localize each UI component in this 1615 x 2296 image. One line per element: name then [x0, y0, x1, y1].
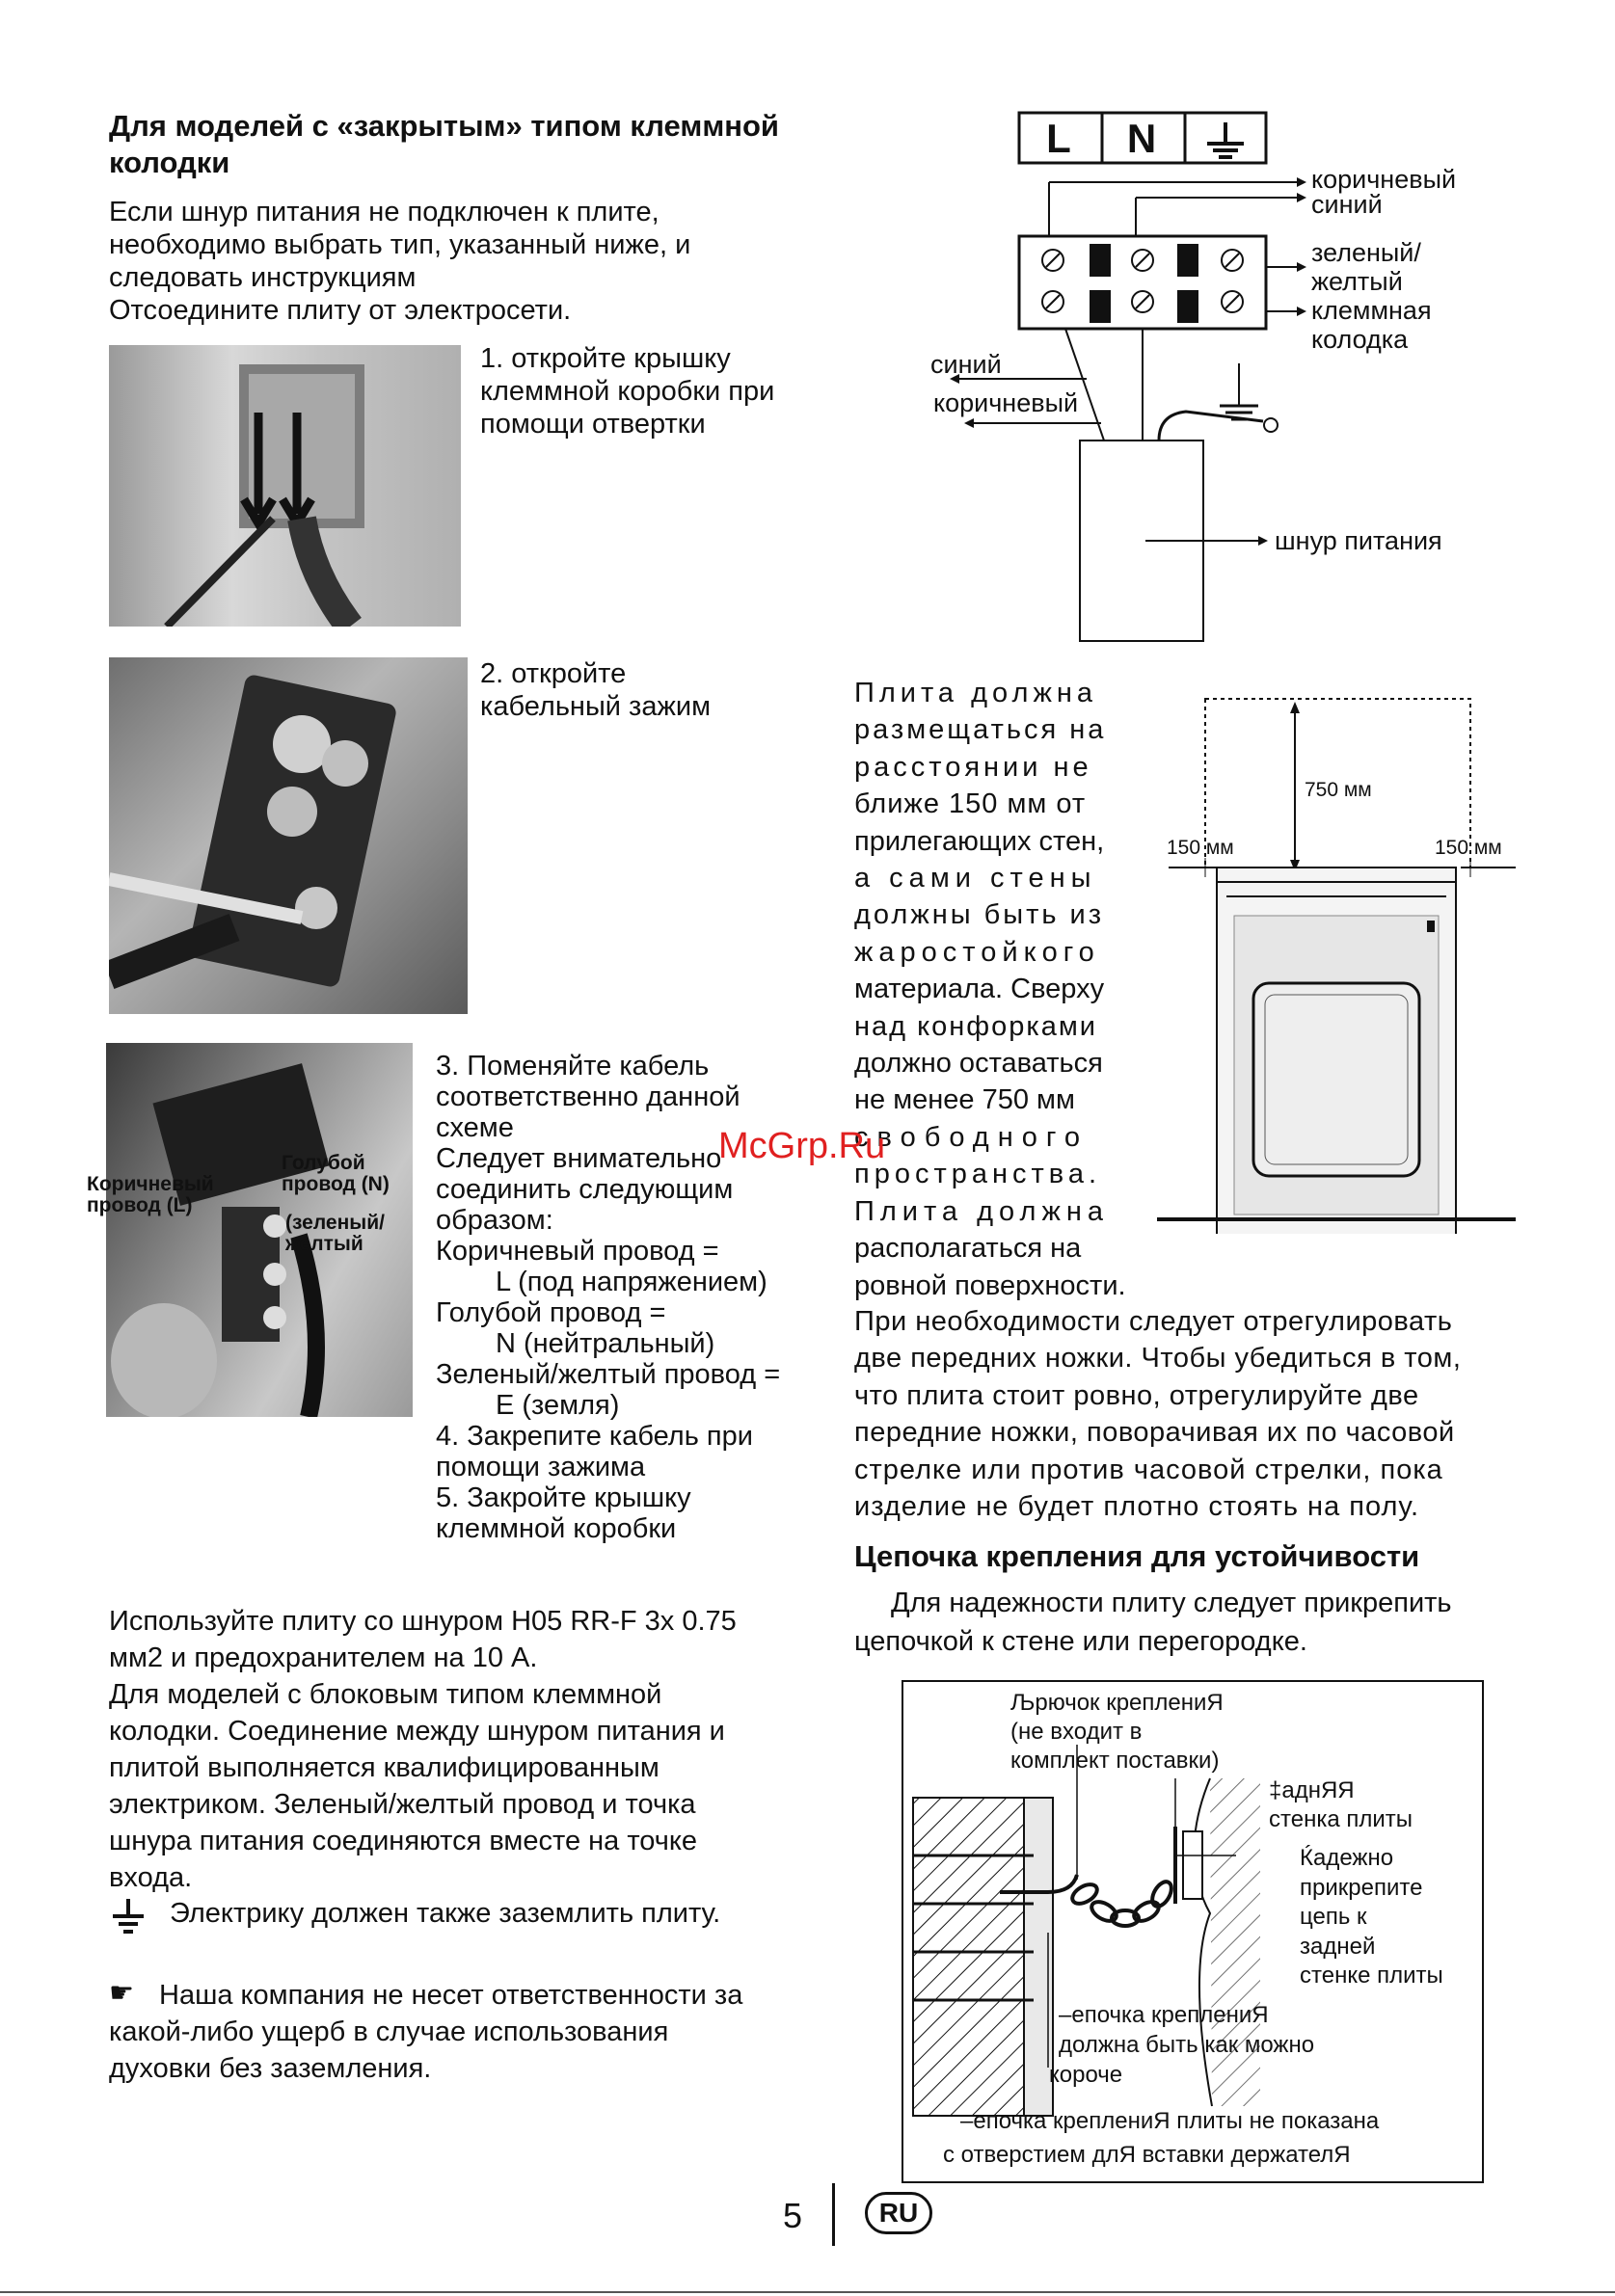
label-line: с отверстием длЯ вставки держателЯ — [943, 2142, 1351, 2168]
section-heading — [109, 108, 842, 181]
text-line: духовки без заземления. — [109, 2053, 432, 2084]
text-line: жаростойкого — [854, 936, 1100, 968]
text-line: стрелке или против часовой стрелки, пока — [854, 1454, 1443, 1485]
text-line: кабельный зажим — [480, 691, 712, 722]
text-line: Коричневый провод = — [436, 1236, 719, 1267]
text-line: ровной поверхности. — [854, 1269, 1126, 1301]
step2-text — [480, 657, 847, 723]
text-line: цепочкой к стене или перегородке. — [854, 1626, 1307, 1657]
text-line: плитой выполняется квалифицированным — [109, 1752, 659, 1783]
text-line: электриком. Зеленый/желтый провод и точка — [109, 1789, 696, 1820]
text-line: образом: — [436, 1205, 553, 1236]
label-line: цепь к — [1300, 1904, 1367, 1930]
text-line: Наша компания не несет ответственности за — [159, 1980, 743, 2011]
text-line: колодки. Соединение между шнуром питания и — [109, 1716, 725, 1747]
text-line: а сами стены — [854, 863, 1097, 894]
label-line: провод (L) — [87, 1194, 193, 1216]
label-line: Љрючок креплениЯ — [1010, 1690, 1224, 1716]
dim-750: 750 мм — [1305, 779, 1372, 801]
text-line: прилегающих стен, — [854, 825, 1105, 857]
text-line: 1. откройте крышку — [480, 343, 731, 374]
footer-divider — [832, 2183, 835, 2246]
text-line: Плита должна — [854, 678, 1097, 708]
photo-cable-clamp — [109, 657, 468, 1014]
text-line: клеммной коробки при — [480, 376, 775, 407]
clamp-illustration — [109, 657, 468, 1014]
text-line: должно оставаться — [854, 1048, 1103, 1080]
text-line: входа. — [109, 1862, 193, 1893]
text-line: схеме — [436, 1112, 514, 1143]
label-brown-wire — [87, 1174, 214, 1216]
text-line: Зеленый/желтый провод = — [436, 1359, 781, 1390]
label-line: Коричневый — [87, 1173, 214, 1195]
text-line: Для надежности плиту следует прикрепить — [891, 1588, 1452, 1618]
label-line: клеммная — [1311, 296, 1432, 325]
text-line: следовать инструкциям — [109, 262, 417, 293]
text-line: не менее 750 мм — [854, 1084, 1075, 1116]
text-line: две передних ножки. Чтобы убедиться в том, — [854, 1343, 1462, 1375]
page-number: 5 — [783, 2196, 803, 2235]
label-line: короче — [1049, 2062, 1123, 2088]
label-line: задней — [1300, 1933, 1376, 1960]
label-line: (зеленый/ — [285, 1212, 385, 1234]
text-line: должны быть из — [854, 899, 1105, 931]
placement-text-narrow — [854, 675, 1144, 1304]
cable-paragraph — [109, 1603, 851, 1896]
label-line: должна быть как можно — [1059, 2032, 1315, 2058]
label-green-wire — [285, 1213, 385, 1255]
label-line: прикрепите — [1300, 1874, 1423, 1901]
watermark: McGrp.Ru — [718, 1126, 886, 1166]
terminal-N: N — [1126, 116, 1157, 161]
label-line: стенке плиты — [1300, 1962, 1443, 1989]
text-line: Голубой провод = — [436, 1297, 666, 1328]
step3-text — [436, 1051, 841, 1544]
text-line: свободного — [854, 1121, 1089, 1153]
chain-heading: Цепочка крепления для устойчивости — [854, 1539, 1420, 1573]
text-line: соединить следующим — [436, 1174, 734, 1205]
text-line: 2. откройте — [480, 658, 627, 689]
label-power-cord: шнур питания — [1275, 526, 1442, 555]
label-line: желтый — [285, 1233, 363, 1255]
dim-150-left: 150 мм — [1167, 837, 1234, 859]
language-badge: RU — [865, 2192, 932, 2234]
wiring-right-labels-2 — [1311, 238, 1432, 354]
text-line: 4. Закрепите кабель при — [436, 1421, 753, 1452]
label-line: –епочка креплениЯ плиты не показана — [960, 2108, 1380, 2134]
chain-bottom-note — [943, 2104, 1379, 2172]
photo-terminal-cover — [109, 345, 461, 627]
text-line: соответственно данной — [436, 1081, 740, 1112]
text-line: Если шнур питания не подключен к плите, — [109, 197, 659, 227]
wiring-right-labels — [1311, 167, 1456, 217]
heading-line: колодки — [109, 146, 230, 179]
step1-text — [480, 342, 847, 441]
text-line: Используйте плиту со шнуром H05 RR-F 3x 0.75 — [109, 1606, 737, 1637]
text-line: 5. Закройте крышку — [436, 1482, 691, 1513]
label-line: зеленый/ — [1311, 238, 1421, 267]
text-line: размещаться на — [854, 714, 1107, 746]
text-line: Для моделей с блоковым типом клеммной — [109, 1679, 662, 1710]
label-line: желтый — [1311, 267, 1403, 296]
ground-icon — [109, 1897, 148, 1936]
label-line: Голубой — [282, 1152, 365, 1174]
text-line: 3. Поменяйте кабель — [436, 1051, 710, 1081]
label-line: ‡аднЯЯ — [1269, 1777, 1355, 1803]
warning-text — [109, 1977, 861, 2087]
screwdriver-illustration — [109, 345, 461, 627]
label-line: колодка — [1311, 325, 1409, 354]
text-line: N (нейтральный) — [496, 1328, 715, 1359]
text-line: что плита стоит ровно, отрегулируйте две — [854, 1379, 1419, 1411]
placement-text-wide — [854, 1303, 1529, 1525]
text-line: располагаться на — [854, 1233, 1082, 1265]
text-line: необходимо выбрать тип, указанный ниже, и — [109, 229, 691, 260]
label-line: (не входит в — [1010, 1719, 1143, 1745]
text-line: L (под напряжением) — [496, 1267, 767, 1297]
label-brown-left: коричневый — [933, 388, 1079, 417]
label-blue-left: синий — [930, 350, 1002, 379]
short-chain-label — [1049, 2000, 1314, 2090]
chain-text — [854, 1584, 1587, 1661]
text-line: расстоянии не — [854, 751, 1092, 783]
label-line: коричневый — [1311, 165, 1457, 194]
text-line: мм2 и предохранителем на 10 А. — [109, 1642, 538, 1673]
rear-wall-label — [1269, 1776, 1413, 1834]
text-line: ближе 150 мм от — [854, 788, 1087, 820]
text-line: При необходимости следует отрегулировать — [854, 1306, 1453, 1337]
label-line: стенка плиты — [1269, 1806, 1413, 1832]
text-line: Плита должна — [854, 1195, 1109, 1227]
text-line: пространства. — [854, 1159, 1102, 1190]
text-line: Отсоедините плиту от электросети. — [109, 295, 572, 326]
wiring-diagram — [906, 101, 1581, 651]
label-line: –епочка креплениЯ — [1059, 2002, 1269, 2028]
text-line: помощи отвертки — [480, 409, 706, 440]
text-line: клеммной коробки — [436, 1513, 677, 1544]
text-line: шнура питания соединяются вместе на точке — [109, 1826, 698, 1856]
label-line: синий — [1311, 190, 1383, 219]
placement-diagram — [1157, 694, 1523, 1234]
terminal-L: L — [1046, 116, 1071, 161]
dim-150-right: 150 мм — [1435, 837, 1502, 859]
label-line: Ќадежно — [1300, 1845, 1394, 1871]
text-line: над конфорками — [854, 1010, 1097, 1042]
label-blue-wire — [282, 1153, 390, 1195]
warning-hand-icon: ☛ — [109, 1978, 134, 2009]
page-bottom-rule — [0, 2291, 1615, 2293]
text-line: изделие не будет плотно стоять на полу. — [854, 1491, 1420, 1523]
text-line: какой-либо ущерб в случае использования — [109, 2016, 669, 2047]
attach-label — [1300, 1844, 1443, 1991]
intro-text — [109, 196, 842, 327]
hook-label — [1010, 1689, 1224, 1775]
text-line: E (земля) — [496, 1390, 620, 1421]
label-line: комплект поставки) — [1010, 1748, 1220, 1774]
heading-line: Для моделей с «закрытым» типом клеммной — [109, 109, 779, 143]
text-line: передние ножки, поворачивая их по часовой — [854, 1417, 1455, 1449]
label-line: провод (N) — [282, 1173, 390, 1195]
ground-note: Электрику должен также заземлить плиту. — [170, 1898, 721, 1929]
text-line: Следует внимательно — [436, 1143, 722, 1174]
text-line: материала. Сверху — [854, 974, 1105, 1005]
text-line: помощи зажима — [436, 1452, 646, 1482]
